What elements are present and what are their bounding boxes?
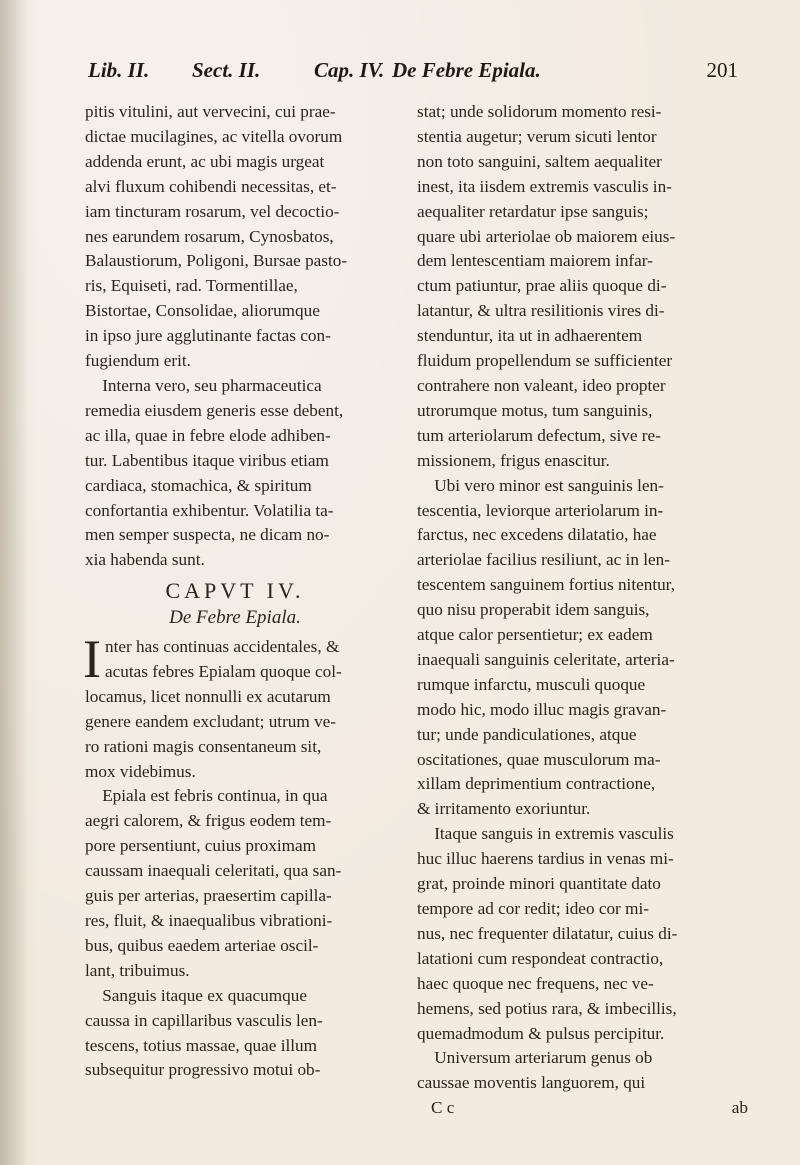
text-line: huc illuc haerens tardius in venas mi-	[417, 849, 674, 869]
text-line: tum arteriolarum defectum, sive re-	[417, 425, 661, 445]
text-line: stat; unde solidorum momento resi-	[417, 102, 662, 121]
chapter-heading: CAPVT IV.	[165, 578, 305, 604]
text-line: modo hic, modo illuc magis gravan-	[417, 699, 667, 719]
text-line: hemens, sed potius rara, & imbecillis,	[417, 998, 677, 1018]
text-line: oscitationes, quae musculorum ma-	[417, 749, 661, 769]
text-line: dictae mucilagines, ac vitella ovorum	[85, 126, 343, 146]
page-gutter-shadow	[0, 0, 28, 1165]
text-line: Sanguis itaque ex quacumque	[85, 985, 307, 1005]
signature-mark: C c	[431, 1098, 455, 1118]
text-line: nus, nec frequenter dilatatur, cuius di-	[417, 923, 678, 943]
catchword: ab	[731, 1098, 748, 1118]
text-line: addenda erunt, ac ubi magis urgeat	[85, 151, 325, 171]
text-line: Epiala est febris continua, in qua	[85, 786, 328, 806]
text-line: Universum arteriarum genus ob	[417, 1048, 653, 1068]
text-line: non toto sanguini, saltem aequaliter	[417, 151, 662, 171]
text-line: quo nisu properabit idem sanguis,	[417, 600, 650, 620]
drop-cap-paragraph	[83, 629, 385, 690]
text-line: in ipso jure agglutinante factas con-	[85, 326, 331, 346]
text-line: mox videbimus.	[85, 761, 196, 781]
text-line: tescentem sanguinem fortius nitentur,	[417, 575, 676, 595]
text-line: tur; unde pandiculationes, atque	[417, 724, 637, 744]
text-line: stenduntur, ita ut in adhaerentem	[417, 326, 643, 346]
text-line: Balaustiorum, Poligoni, Bursae pasto-	[85, 251, 348, 271]
text-line: fluidum propellendum se sufficienter	[417, 351, 673, 371]
text-line: & irritamento exoriuntur.	[417, 799, 591, 819]
text-line: men semper suspecta, ne dicam no-	[85, 525, 330, 545]
text-line: ctum patiuntur, prae aliis quoque di-	[417, 276, 667, 296]
text-line: nes earundem rosarum, Cynosbatos,	[85, 226, 334, 246]
right-text-block	[417, 100, 752, 1096]
text-line: locamus, licet nonnulli ex acutarum	[85, 686, 331, 706]
header-book: Lib. II.	[88, 58, 150, 82]
text-line: tescens, totius massae, quae illum	[85, 1035, 317, 1055]
text-line: lant, tribuimus.	[85, 960, 190, 980]
text-line: haec quoque nec frequens, nec ve-	[417, 973, 654, 993]
text-line: nter has continuas accidentales, &	[104, 637, 340, 657]
text-line: latationi cum respondeat contractio,	[417, 948, 664, 968]
text-line: tescentia, leviorque arteriolarum in-	[417, 500, 664, 520]
text-line: Ubi vero minor est sanguinis len-	[417, 475, 664, 495]
text-line: cardiaca, stomachica, & spiritum	[85, 475, 312, 495]
text-line: alvi fluxum cohibendi necessitas, et-	[85, 176, 337, 196]
text-line: pitis vitulini, aut vervecini, cui prae-	[85, 102, 336, 121]
text-line: contrahere non valeant, ideo propter	[417, 375, 666, 395]
text-line: pore persentiunt, cuius proximam	[85, 836, 317, 856]
header-title: De Febre Epiala.	[392, 58, 541, 82]
text-line: xillam deprimentium contractione,	[417, 774, 656, 794]
text-line: tempore ad cor redit; ideo cor mi-	[417, 899, 649, 918]
text-line: res, fluit, & inaequalibus vibrationi-	[85, 911, 333, 930]
text-line: subsequitur progressivo motui ob-	[85, 1060, 321, 1080]
left-text-block-continued	[85, 685, 385, 1084]
text-line: quare ubi arteriolae ob maiorem eius-	[417, 226, 676, 246]
drop-cap: I	[83, 629, 101, 690]
header-chapter: Cap. IV.	[314, 58, 385, 82]
text-line: farctus, nec excedens dilatatio, hae	[417, 525, 657, 545]
text-line: utrorumque motus, tum sanguinis,	[417, 400, 653, 420]
text-line: Interna vero, seu pharmaceutica	[85, 375, 322, 395]
text-line: stentia augetur; verum sicuti lentor	[417, 126, 657, 146]
left-column	[85, 100, 385, 1083]
text-line: aegri calorem, & frigus eodem tem-	[85, 811, 332, 831]
text-line: rumque infarctu, musculi quoque	[417, 674, 646, 694]
text-line: bus, quibus eaedem arteriae oscil-	[85, 935, 319, 955]
text-line: ro rationi magis consentaneum sit,	[85, 736, 322, 756]
text-line: Bistortae, Consolidae, aliorumque	[85, 301, 320, 321]
page-number: 201	[706, 58, 738, 82]
text-line: arteriolae facilius resiliunt, ac in len-	[417, 550, 670, 570]
signature-line	[417, 1096, 752, 1121]
running-header	[88, 58, 738, 92]
text-line: quemadmodum & pulsus percipitur.	[417, 1023, 665, 1043]
drop-cap-lines	[83, 629, 385, 690]
right-column	[417, 100, 752, 1121]
text-line: atque calor persentietur; ex eadem	[417, 625, 653, 645]
text-line: Itaque sanguis in extremis vasculis	[417, 824, 674, 844]
text-line: genere eandem excludant; utrum ve-	[85, 711, 337, 731]
text-line: fugiendum erit.	[85, 351, 191, 371]
text-line: caussam inaequali celeritati, qua san-	[85, 861, 342, 881]
text-line: acutas febres Epialam quoque col-	[104, 661, 342, 681]
text-line: caussae moventis languorem, qui	[417, 1073, 646, 1093]
text-line: aequaliter retardatur ipse sanguis;	[417, 201, 649, 221]
text-line: tur. Labentibus itaque viribus etiam	[85, 450, 329, 470]
text-line: guis per arterias, praesertim capilla-	[85, 886, 332, 906]
text-line: missionem, frigus enascitur.	[417, 450, 610, 470]
text-line: ac illa, quae in febre elode adhiben-	[85, 425, 331, 445]
text-line: inaequali sanguinis celeritate, arteria-	[417, 649, 675, 669]
text-line: inest, ita iisdem extremis vasculis in-	[417, 176, 672, 196]
left-text-block	[85, 100, 385, 573]
text-line: iam tincturam rosarum, vel decoctio-	[85, 201, 340, 221]
text-line: remedia eiusdem generis esse debent,	[85, 400, 344, 420]
text-line: caussa in capillaribus vasculis len-	[85, 1010, 323, 1030]
text-line: confortantia exhibentur. Volatilia ta-	[85, 500, 334, 520]
header-section: Sect. II.	[192, 58, 261, 82]
text-line: latantur, & ultra resilitionis vires di-	[417, 301, 665, 321]
text-line: xia habenda sunt.	[85, 550, 205, 570]
chapter-subtitle: De Febre Epiala.	[169, 607, 301, 629]
text-line: grat, proinde minori quantitate dato	[417, 874, 661, 894]
text-line: dem lentescentiam maiorem infar-	[417, 251, 653, 271]
text-line: ris, Equiseti, rad. Tormentillae,	[85, 276, 298, 296]
